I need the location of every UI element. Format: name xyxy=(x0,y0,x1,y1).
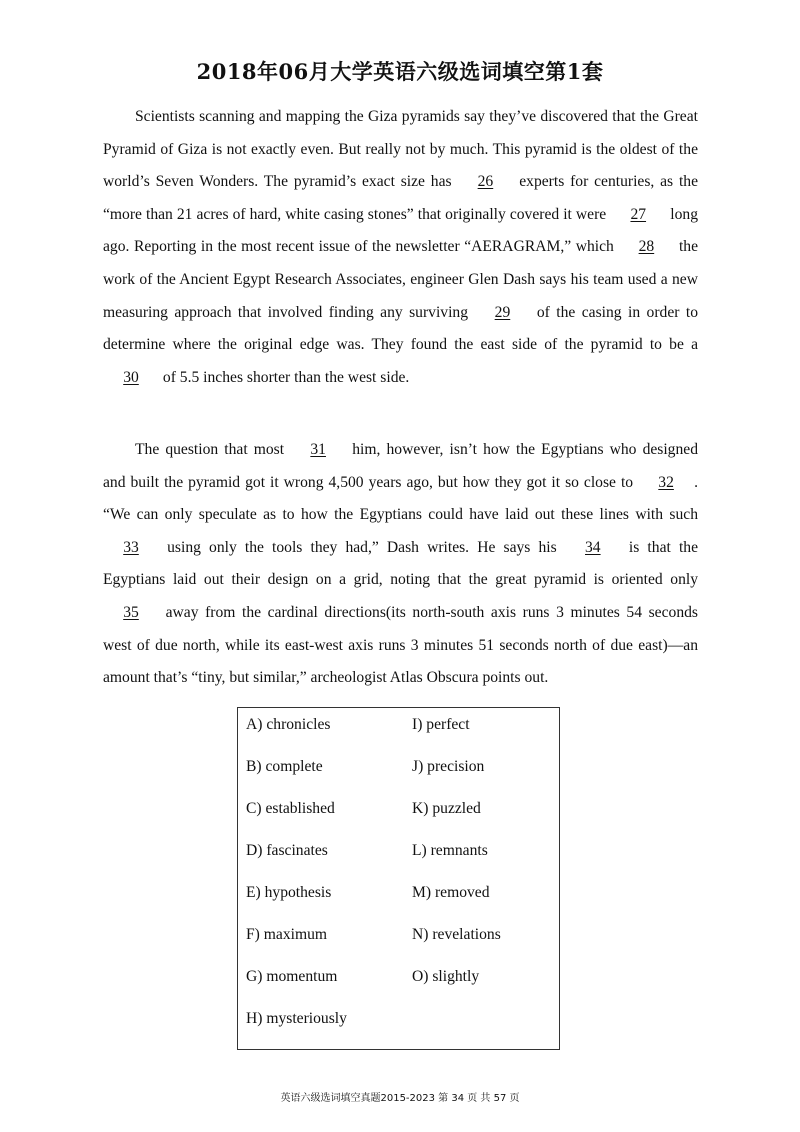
page-footer: 英语六级选词填空真题2015-2023 第 34 页 共 57 页 xyxy=(280,1093,520,1104)
option-m: M) removed xyxy=(412,884,490,901)
option-g: G) momentum xyxy=(246,968,338,985)
option-c: C) established xyxy=(246,800,335,817)
passage-text: experts for centuries, as the “more than 21 acres of hard, white casing stones” that originally covered it were xyxy=(103,173,698,223)
option-a: A) chronicles xyxy=(246,716,331,733)
passage-text: The question that most xyxy=(135,441,291,458)
page-title: 2018年06月大学英语六级选词填空第1套 xyxy=(196,59,604,84)
option-o: O) slightly xyxy=(412,968,480,985)
option-b: B) complete xyxy=(246,758,323,775)
option-n: N) revelations xyxy=(412,926,501,943)
passage-text: using only the tools they had,” Dash writes. He says his xyxy=(159,538,565,556)
passage-paragraph-1 xyxy=(103,101,698,394)
passage-text: of 5.5 inches shorter than the west side. xyxy=(159,368,410,386)
blank-29: 29 xyxy=(494,303,511,321)
blank-33: 33 xyxy=(123,538,139,556)
passage-text: him, however, isn’t how the Egyptians who designed and built the pyramid got it wrong 4,500 years ago, but how they got it so close to xyxy=(103,441,698,491)
blank-32: 32 xyxy=(658,473,674,491)
passage-text: is that the Egyptians laid out their design on a grid, noting that the great pyramid is oriented only xyxy=(103,538,698,589)
blank-35: 35 xyxy=(123,603,139,621)
word-bank-box xyxy=(237,707,560,1050)
option-h: H) mysteriously xyxy=(246,1010,347,1027)
option-k: K) puzzled xyxy=(412,800,481,817)
option-f: F) maximum xyxy=(246,926,327,943)
passage-text: the work of the Ancient Egypt Research Associates, engineer Glen Dash says his team used a new measuring approach that involved finding any surviving xyxy=(103,238,698,321)
passage-text: away from the cardinal directions(its north-south axis runs 3 minutes 54 seconds west of due north, while its east-west axis runs 3 minutes 51 seconds north of due east)—an amount that’s “tiny, but similar,” archeologist Atlas Obscura points out. xyxy=(103,603,698,687)
passage-paragraph-2 xyxy=(103,434,698,695)
option-e: E) hypothesis xyxy=(246,884,332,901)
option-i: I) perfect xyxy=(412,716,470,733)
passage-text: of the casing in order to determine where the original edge was. They found the east side of the pyramid to be a xyxy=(103,303,698,354)
passage-text: Scientists scanning and mapping the Giza pyramids say they’ve discovered that the Great Pyramid of Giza is not exactly even. But really not by much. This pyramid is the oldest of the world’s Seven Wonders. The pyramid’s exact size has xyxy=(103,108,698,191)
blank-30: 30 xyxy=(123,368,139,386)
option-j: J) precision xyxy=(412,758,485,775)
passage-text: long ago. Reporting in the most recent issue of the newsletter “AERAGRAM,” which xyxy=(103,205,699,256)
option-d: D) fascinates xyxy=(246,842,328,859)
blank-26: 26 xyxy=(477,173,494,191)
option-l: L) remnants xyxy=(412,842,488,859)
blank-31: 31 xyxy=(310,441,326,458)
blank-28: 28 xyxy=(638,238,655,256)
blank-27: 27 xyxy=(630,205,647,223)
blank-34: 34 xyxy=(585,538,601,556)
passage-text: . “We can only speculate as to how the Egyptians could have laid out these lines with such xyxy=(103,473,698,524)
